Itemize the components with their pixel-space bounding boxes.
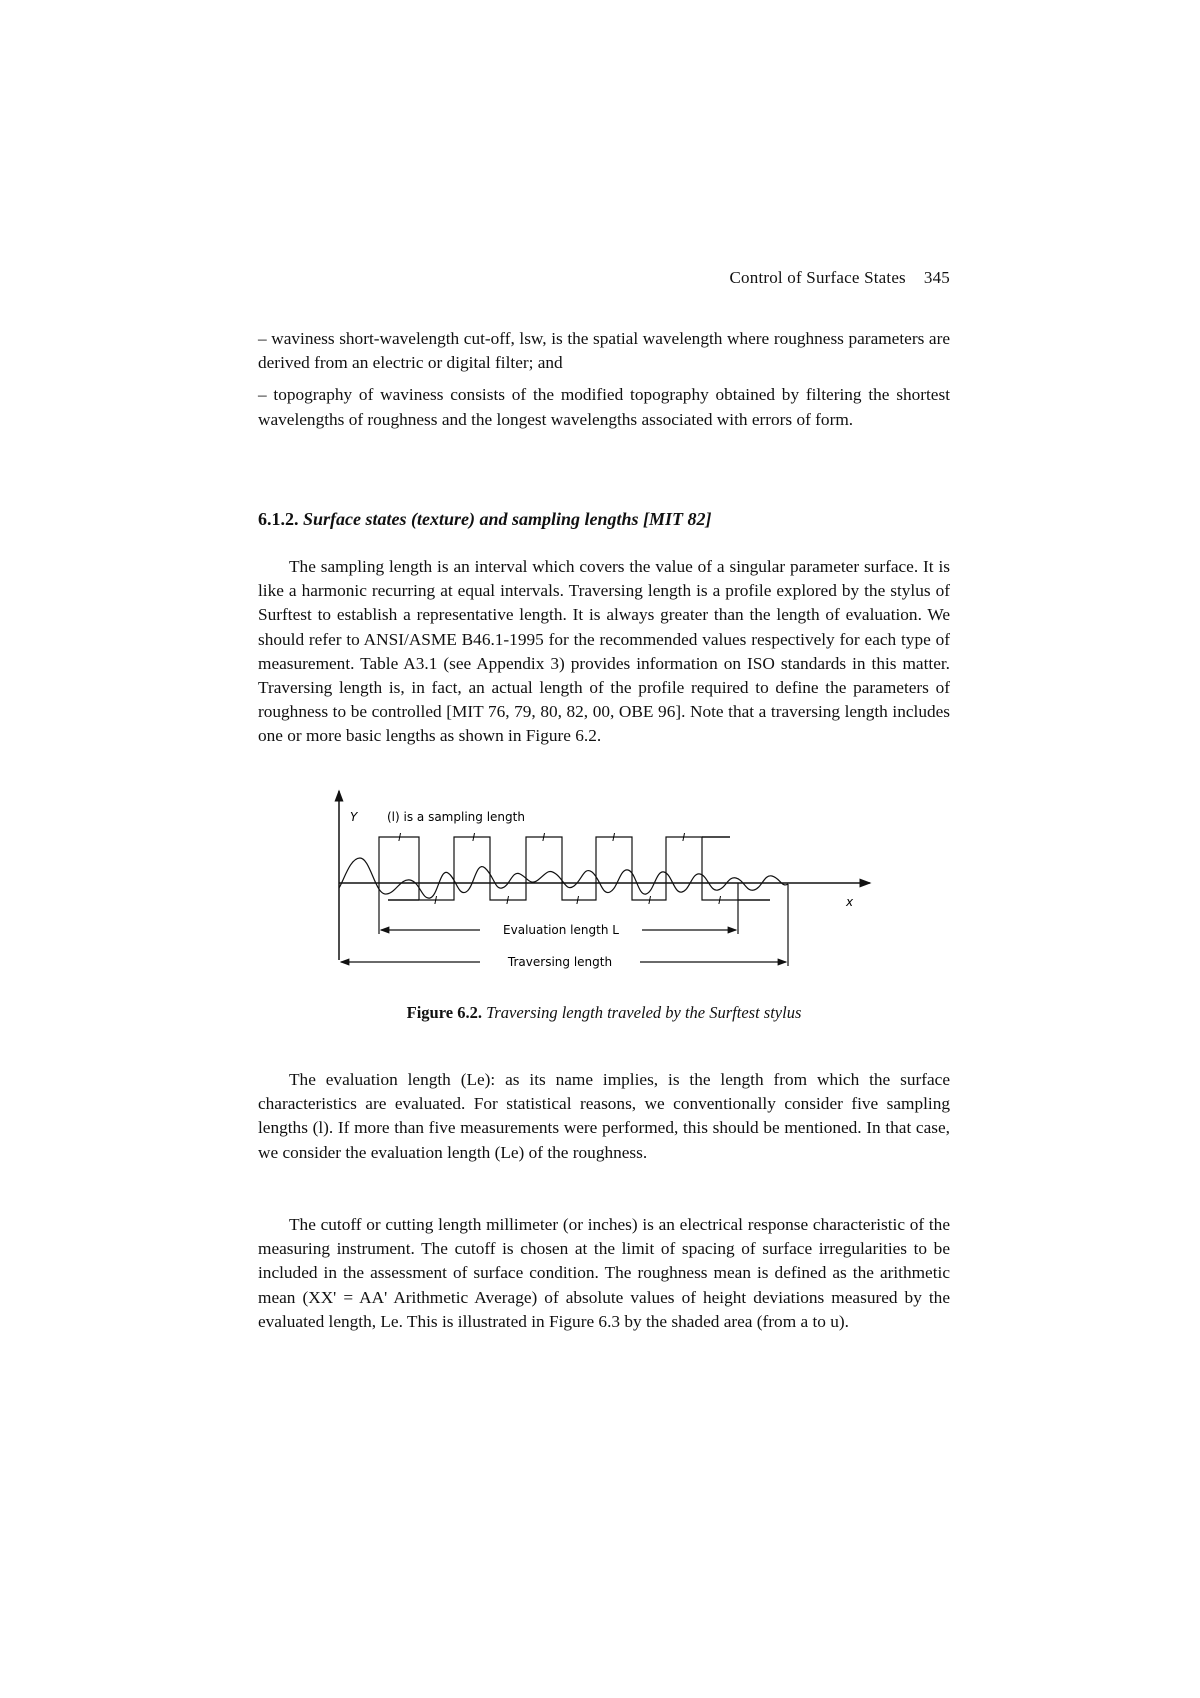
segment-label: l xyxy=(506,894,510,907)
paragraph-text: The cutoff or cutting length millimeter (or inches) is an electrical response characteristic of the measuring instrument. The cutoff is chosen at the limit of spacing of surface irregularities to be included in the assessment of surface condition. The roughness mean is defined as the arithmetic mean (XX' = AA' Arithmetic Average) of absolute values of height deviations measured by the evaluated length, Le. This is illustrated in Figure 6.3 by the shaded area (from a to u). xyxy=(258,1215,950,1331)
segment-label: l xyxy=(434,894,438,907)
body-paragraph xyxy=(258,1213,950,1334)
figure-caption xyxy=(258,1003,950,1023)
upper-sampling-steps xyxy=(379,837,702,900)
roughness-profile xyxy=(339,858,788,898)
segment-label: l xyxy=(472,831,476,844)
sampling-length-note: (l) is a sampling length xyxy=(387,810,525,824)
paragraph-text: The sampling length is an interval which covers the value of a singular parameter surface. It is like a harmonic recurring at equal intervals. Traversing length is a profile explored by the stylus of Surftest to establish a representative length. It is always greater than the length of evaluation. We should refer to ANSI/ASME B46.1-1995 for the recommended values respectively for each type of measurement. Table A3.1 (see Appendix 3) provides information on ISO standards in this matter. Traversing length is, in fact, an actual length of the profile required to define the parameters of roughness to be controlled [MIT 76, 79, 80, 82, 00, OBE 96]. Note that a traversing length includes one or more basic lengths as shown in Figure 6.2. xyxy=(258,557,950,746)
figure-6-2 xyxy=(330,788,890,978)
upper-segment-labels xyxy=(398,831,685,844)
running-header xyxy=(714,268,950,288)
caption-text: Traversing length traveled by the Surftest stylus xyxy=(486,1003,802,1022)
page-number: 345 xyxy=(923,268,950,287)
traversing-length-diagram xyxy=(330,788,890,978)
section-heading xyxy=(258,509,712,530)
lower-segment-labels xyxy=(434,894,721,907)
segment-label: l xyxy=(398,831,402,844)
running-title: Control of Surface States xyxy=(729,268,906,287)
segment-label: l xyxy=(718,894,722,907)
x-axis-label: x xyxy=(846,895,854,909)
body-paragraph xyxy=(258,555,950,749)
segment-label: l xyxy=(682,831,686,844)
paragraph-text: The evaluation length (Le): as its name implies, is the length from which the surface characteristics are evaluated. For statistical reasons, we conventionally consider five sampling lengths (l). If more than five measurements were performed, this should be mentioned. In that case, we consider the evaluation length (Le) of the roughness. xyxy=(258,1070,950,1162)
caption-label: Figure 6.2. xyxy=(406,1003,482,1022)
segment-label: l xyxy=(612,831,616,844)
y-axis-label: Y xyxy=(350,810,358,824)
evaluation-length-label: Evaluation length L xyxy=(503,923,619,937)
section-number: 6.1.2. xyxy=(258,509,299,529)
bullet-list xyxy=(258,327,950,432)
traversing-length-label: Traversing length xyxy=(507,955,613,969)
body-paragraph xyxy=(258,1068,950,1165)
bullet-item: – waviness short-wavelength cut-off, lsw, is the spatial wavelength where roughness parameters are derived from an electric or digital filter; and xyxy=(258,329,950,373)
segment-label: l xyxy=(648,894,652,907)
segment-label: l xyxy=(576,894,580,907)
section-title: Surface states (texture) and sampling lengths [MIT 82] xyxy=(303,509,712,529)
segment-label: l xyxy=(542,831,546,844)
bullet-item: – topography of waviness consists of the modified topography obtained by filtering the shortest wavelengths of roughness and the longest wavelengths associated with errors of form. xyxy=(258,385,950,429)
